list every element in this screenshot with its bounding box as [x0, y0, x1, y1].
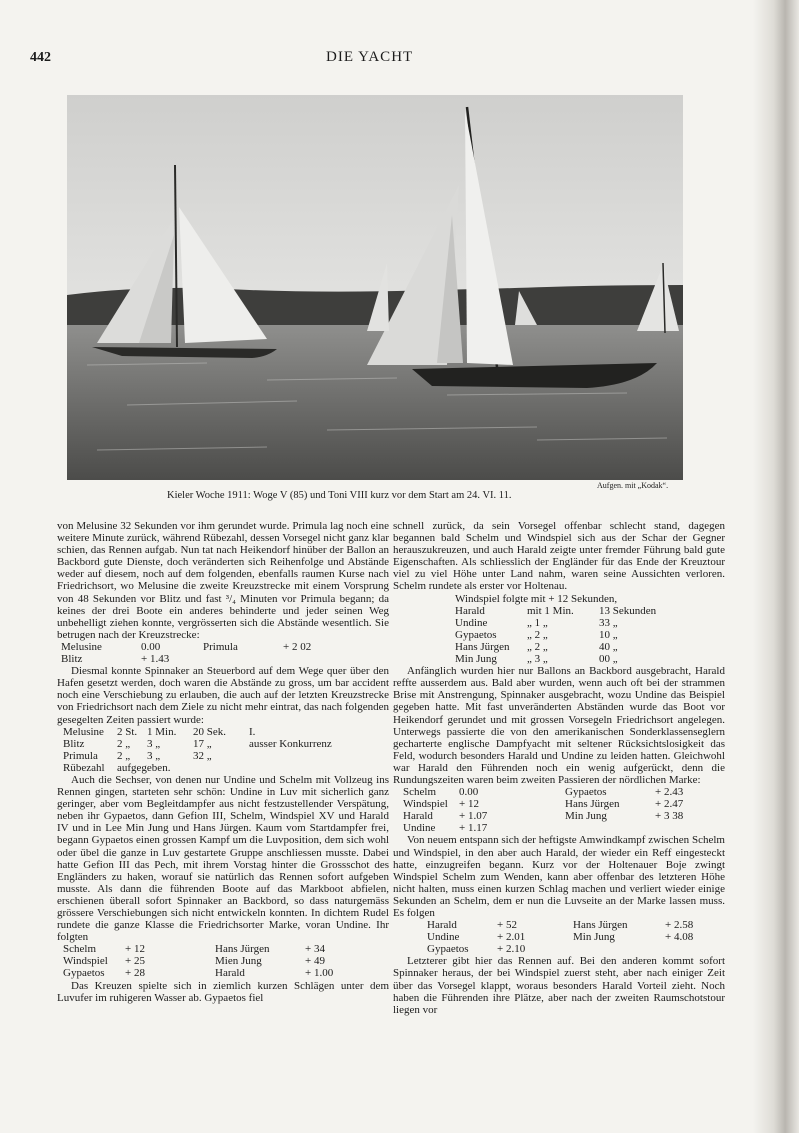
table-row [63, 750, 332, 762]
boat-name: Hans Jürgen [455, 640, 510, 653]
placing [249, 750, 332, 762]
boat-name: Harald [455, 604, 485, 617]
hours: 2 „ [117, 737, 131, 750]
table-row [427, 943, 693, 955]
time-value: + 1.17 [459, 822, 488, 835]
table-row [455, 617, 656, 629]
time-value: + 1.43 [141, 653, 170, 666]
table-row [455, 641, 656, 653]
seconds: 40 „ [599, 640, 618, 653]
boat-name: Mien Jung [215, 955, 262, 968]
placing: I. [249, 725, 256, 738]
second-rounding-table [403, 786, 683, 834]
boat-name: Harald [427, 919, 457, 932]
paragraph: Diesmal konnte Spinnaker an Steuerbord auf dem Wege quer über den Hafen gesetzt werden, doch waren die Abstände zu gross, um bar accident noch eine Verschiebung zu erlauben, die auch auf der letzten Kreuzstrecke von Friedrichsort nach dem Ziele zu nicht mehr eintrat, das nach folgenden gesegelten Zeiten passiert wurde: [57, 665, 389, 726]
paragraph: von Melusine 32 Sekunden vor ihm gerundet wurde. Primula lag noch eine weitere Minute zurück, während Rübezahl, dessen Vorsegel nicht ganz klar schien, das Rennen aufgab. Nun tat nach Heikendorf hinüber der Ballon an Backbord gute Dienste, doch veränderten sich Reihenfolge und Abstände weder auf diesem, noch auf dem folgenden, ebenfalls raumen Kurse nach Friedrichsort, wo Melusine die zweite Kreuzstrecke mit einem Vorsprung von 48 Sekunden vor Blitz und fast ³/₄ Minuten vor Primula begann; da keines der drei Boote ein anderes behinderte und jeder seinen Weg unbehelligt ziehen konnte, vergrösserten sich die Abstände wesentlich. Sie betrugen nach der Kreuzstrecke: [57, 520, 389, 641]
boat-name: Hans Jürgen [573, 919, 628, 932]
right-column [393, 520, 725, 1016]
boat-name: Min Jung [455, 653, 497, 666]
time-value: + 4.08 [665, 931, 694, 944]
sailing-photo [67, 95, 683, 480]
book-spine-shadow [753, 0, 799, 1133]
seconds: 32 „ [193, 749, 212, 762]
boat-name: Primula [63, 749, 98, 762]
boat-name: Gypaetos [63, 967, 105, 980]
boat-name: Melusine [61, 640, 102, 653]
boat-name: Undine [455, 616, 488, 629]
table-row [403, 798, 683, 810]
boat-name: Hans Jürgen [215, 943, 270, 956]
paragraph: Auch die Sechser, von denen nur Undine und Schelm mit Vollzeug ins Rennen gingen, starteten sehr schön: Undine in Luv mit sicherlich ganz geringer, aber vom Begleitdampfer aus nicht festzustellender Verspätung, neben ihr Gypaetos, dann Gefion III, Schelm, Windspiel XV und Harald IV und in Lee Min Jung und Hans Jürgen. Kaum vom Startdampfer frei, begann Gypaetos einen grossen Kampf um die Luvposition, dem sich wohl oder übel die ganze in Luv gestartete Gruppe anschliessen musste. Dabei hatte Gefion III das Pech, mit ihrem Vorstag hinter die Grossschot des Engländers zu haken, worauf sie natürlich das Rennen sofort aufgeben musste. Als dann die führenden Boote auf das Markboot abfielen, erschienen überall sofort Spinnaker an Backbord, so dass naturgemäss grössere Verschiebungen sich nicht entwickeln konnten. In dichtem Rudel rundete die ganze Klasse die Friedrichsorter Marke, voran Undine. Ihr folgten [57, 773, 389, 944]
time-value: + 2.10 [497, 943, 526, 956]
paragraph: Anfänglich wurden hier nur Ballons an Backbord ausgebracht, Harald reffte ausserdem aus. Bald aber wurden, wenn auch oft bei der strammen Brise mit Anstrengung, Spinnaker ausgebracht, wozu Undine das Beispiel gegeben hatte. Mit fast unveränderten Abständen wurde das Boot vor Heikendorf gerundet und mit grossen Vorsegeln Friedrichsort angelegen. Unterwegs passierte die von den amerikanischen Sonderklassenseglern gecharterte englische Dampfyacht mit seltener Rücksichtslosigkeit das Feld, wodurch besonders Harald und Undine zu leiden hatten. Gleichwohl war Harald den Führenden noch ein wenig aufgerückt, denn die Rundungszeiten waren beim zweiten Passieren der nördlichen Marke: [393, 665, 725, 786]
boat-name: Schelm [403, 786, 436, 799]
minutes: „ 2 „ [527, 628, 548, 641]
running-title: DIE YACHT [326, 49, 414, 65]
boat-name: Min Jung [565, 810, 607, 823]
time-value: + 25 [125, 955, 145, 968]
time-value: + 2.58 [665, 919, 694, 932]
minutes: „ 3 „ [527, 653, 548, 666]
time-value [655, 822, 683, 834]
time-value: + 2 02 [283, 640, 312, 653]
seconds: 10 „ [599, 628, 618, 641]
table-row [63, 726, 332, 738]
boat-name [203, 653, 283, 665]
photo-caption: Kieler Woche 1911: Woge V (85) und Toni VIII kurz vor dem Start am 24. VI. 11. [167, 490, 512, 501]
placing: ausser Konkurrenz [249, 737, 332, 750]
time-value: + 1.07 [459, 810, 488, 823]
table-row [403, 810, 683, 822]
seconds: 13 Sekunden [599, 604, 657, 617]
holtenau-table [455, 605, 656, 665]
boat-name: Gypaetos [427, 943, 469, 956]
status: aufgegeben. [117, 761, 171, 774]
table-row [427, 919, 693, 931]
table-row [63, 955, 333, 967]
time-value: + 52 [497, 919, 517, 932]
seconds: 00 „ [599, 653, 618, 666]
time-value [283, 653, 311, 665]
boat-name: Primula [203, 640, 238, 653]
boat-name: Harald [403, 810, 433, 823]
table-row [61, 641, 311, 653]
time-value: 0.00 [459, 786, 479, 799]
hours: 2 „ [117, 749, 131, 762]
boat-name: Undine [427, 931, 460, 944]
minutes: „ 2 „ [527, 640, 548, 653]
boat-name: Gypaetos [455, 628, 497, 641]
minutes: „ 1 „ [527, 616, 548, 629]
paragraph: Von neuem entspann sich der heftigste Amwindkampf zwischen Schelm und Windspiel, in den aber auch Harald, der wieder ein Reff eingesteckt hatte, einzugreifen begann. Kurz vor der Holtenauer Boje zwingt Windspiel Schelm zum Wenden, kann aber offenbar des letzteren Höhe nicht halten, muss einen kurzen Schlag machen und verliert wieder einige Sekunden an Schelm, dem er nun die Luvseite an der Marke lassen muss. Es folgen [393, 834, 725, 919]
table-intro: Windspiel folgte mit + 12 Sekunden, [455, 592, 618, 605]
time-value: + 12 [125, 943, 145, 956]
time-value: + 2.43 [655, 786, 684, 799]
boat-name: Windspiel [403, 798, 448, 811]
time-value: 0.00 [141, 640, 161, 653]
table-row [63, 762, 332, 774]
time-value: + 2.01 [497, 931, 526, 944]
boat-name: Gypaetos [565, 786, 607, 799]
table-row [61, 653, 311, 665]
seconds: 20 Sek. [193, 725, 226, 738]
boat-name: Blitz [61, 653, 83, 666]
table-row [403, 822, 683, 834]
page-number: 442 [30, 50, 51, 65]
table-row [455, 653, 656, 665]
boat-name: Windspiel [63, 955, 108, 968]
time-value: + 34 [305, 943, 325, 956]
time-value: + 2.47 [655, 798, 684, 811]
paragraph: schnell zurück, da sein Vorsegel offenbar schlecht stand, dagegen begannen bald Schelm und Windspiel sich aus der Schar der Gegner herauszukreuzen, und auch Harald zeigte unter fremder Führung bald gute Eigenschaften. Als schliesslich der Engländer für das Ende der Kreuztour viel zu viel Höhe unter Land nahm, waren seine Aussichten verloren. Schelm rundete als erster vor Holtenau. [393, 520, 725, 593]
boat-name [565, 822, 655, 834]
boat-name: Harald [215, 967, 245, 980]
time-value: + 49 [305, 955, 325, 968]
minutes: 1 Min. [147, 725, 177, 738]
boat-name: Rübezahl [63, 761, 105, 774]
results-table [61, 641, 311, 665]
minutes: 3 „ [147, 749, 161, 762]
table-row [403, 786, 683, 798]
boat-name: Melusine [63, 725, 104, 738]
finish-table [63, 726, 332, 774]
table-row [63, 738, 332, 750]
table-row [455, 629, 656, 641]
boat-name: Hans Jürgen [565, 798, 620, 811]
paragraph: Letzterer gibt hier das Rennen auf. Bei den anderen kommt sofort Spinnaker heraus, der bei Windspiel zuerst steht, aber nach einiger Zeit über das Vorsegel klappt, woraus besonders Harald Vorteil zieht. Noch haben die Führenden ihre Plätze, aber nach der zweiten Raumschotstour liegen vor [393, 955, 725, 1016]
boat-name: Min Jung [573, 931, 615, 944]
table-row [427, 931, 693, 943]
table-row [455, 605, 656, 617]
left-column [57, 520, 389, 1004]
photo-credit: Aufgen. mit „Kodak“. [597, 481, 669, 490]
time-value: + 28 [125, 967, 145, 980]
boat-name [573, 943, 665, 955]
time-value: + 12 [459, 798, 479, 811]
rounding-table [63, 943, 333, 979]
boat-name: Blitz [63, 737, 85, 750]
table-row [63, 967, 333, 979]
minutes: mit 1 Min. [527, 604, 574, 617]
table-row [63, 943, 333, 955]
boat-name: Undine [403, 822, 436, 835]
seconds: 33 „ [599, 616, 618, 629]
minutes: 3 „ [147, 737, 161, 750]
third-rounding-table [427, 919, 693, 955]
time-value [665, 943, 693, 955]
boat-name: Schelm [63, 943, 96, 956]
time-value: + 3 38 [655, 810, 684, 823]
paragraph: Das Kreuzen spielte sich in ziemlich kurzen Schlägen unter dem Luvufer im ruhigeren Wasser ab. Gypaetos fiel [57, 979, 389, 1004]
seconds: 17 „ [193, 737, 212, 750]
hours: 2 St. [117, 725, 138, 738]
time-value: + 1.00 [305, 967, 334, 980]
